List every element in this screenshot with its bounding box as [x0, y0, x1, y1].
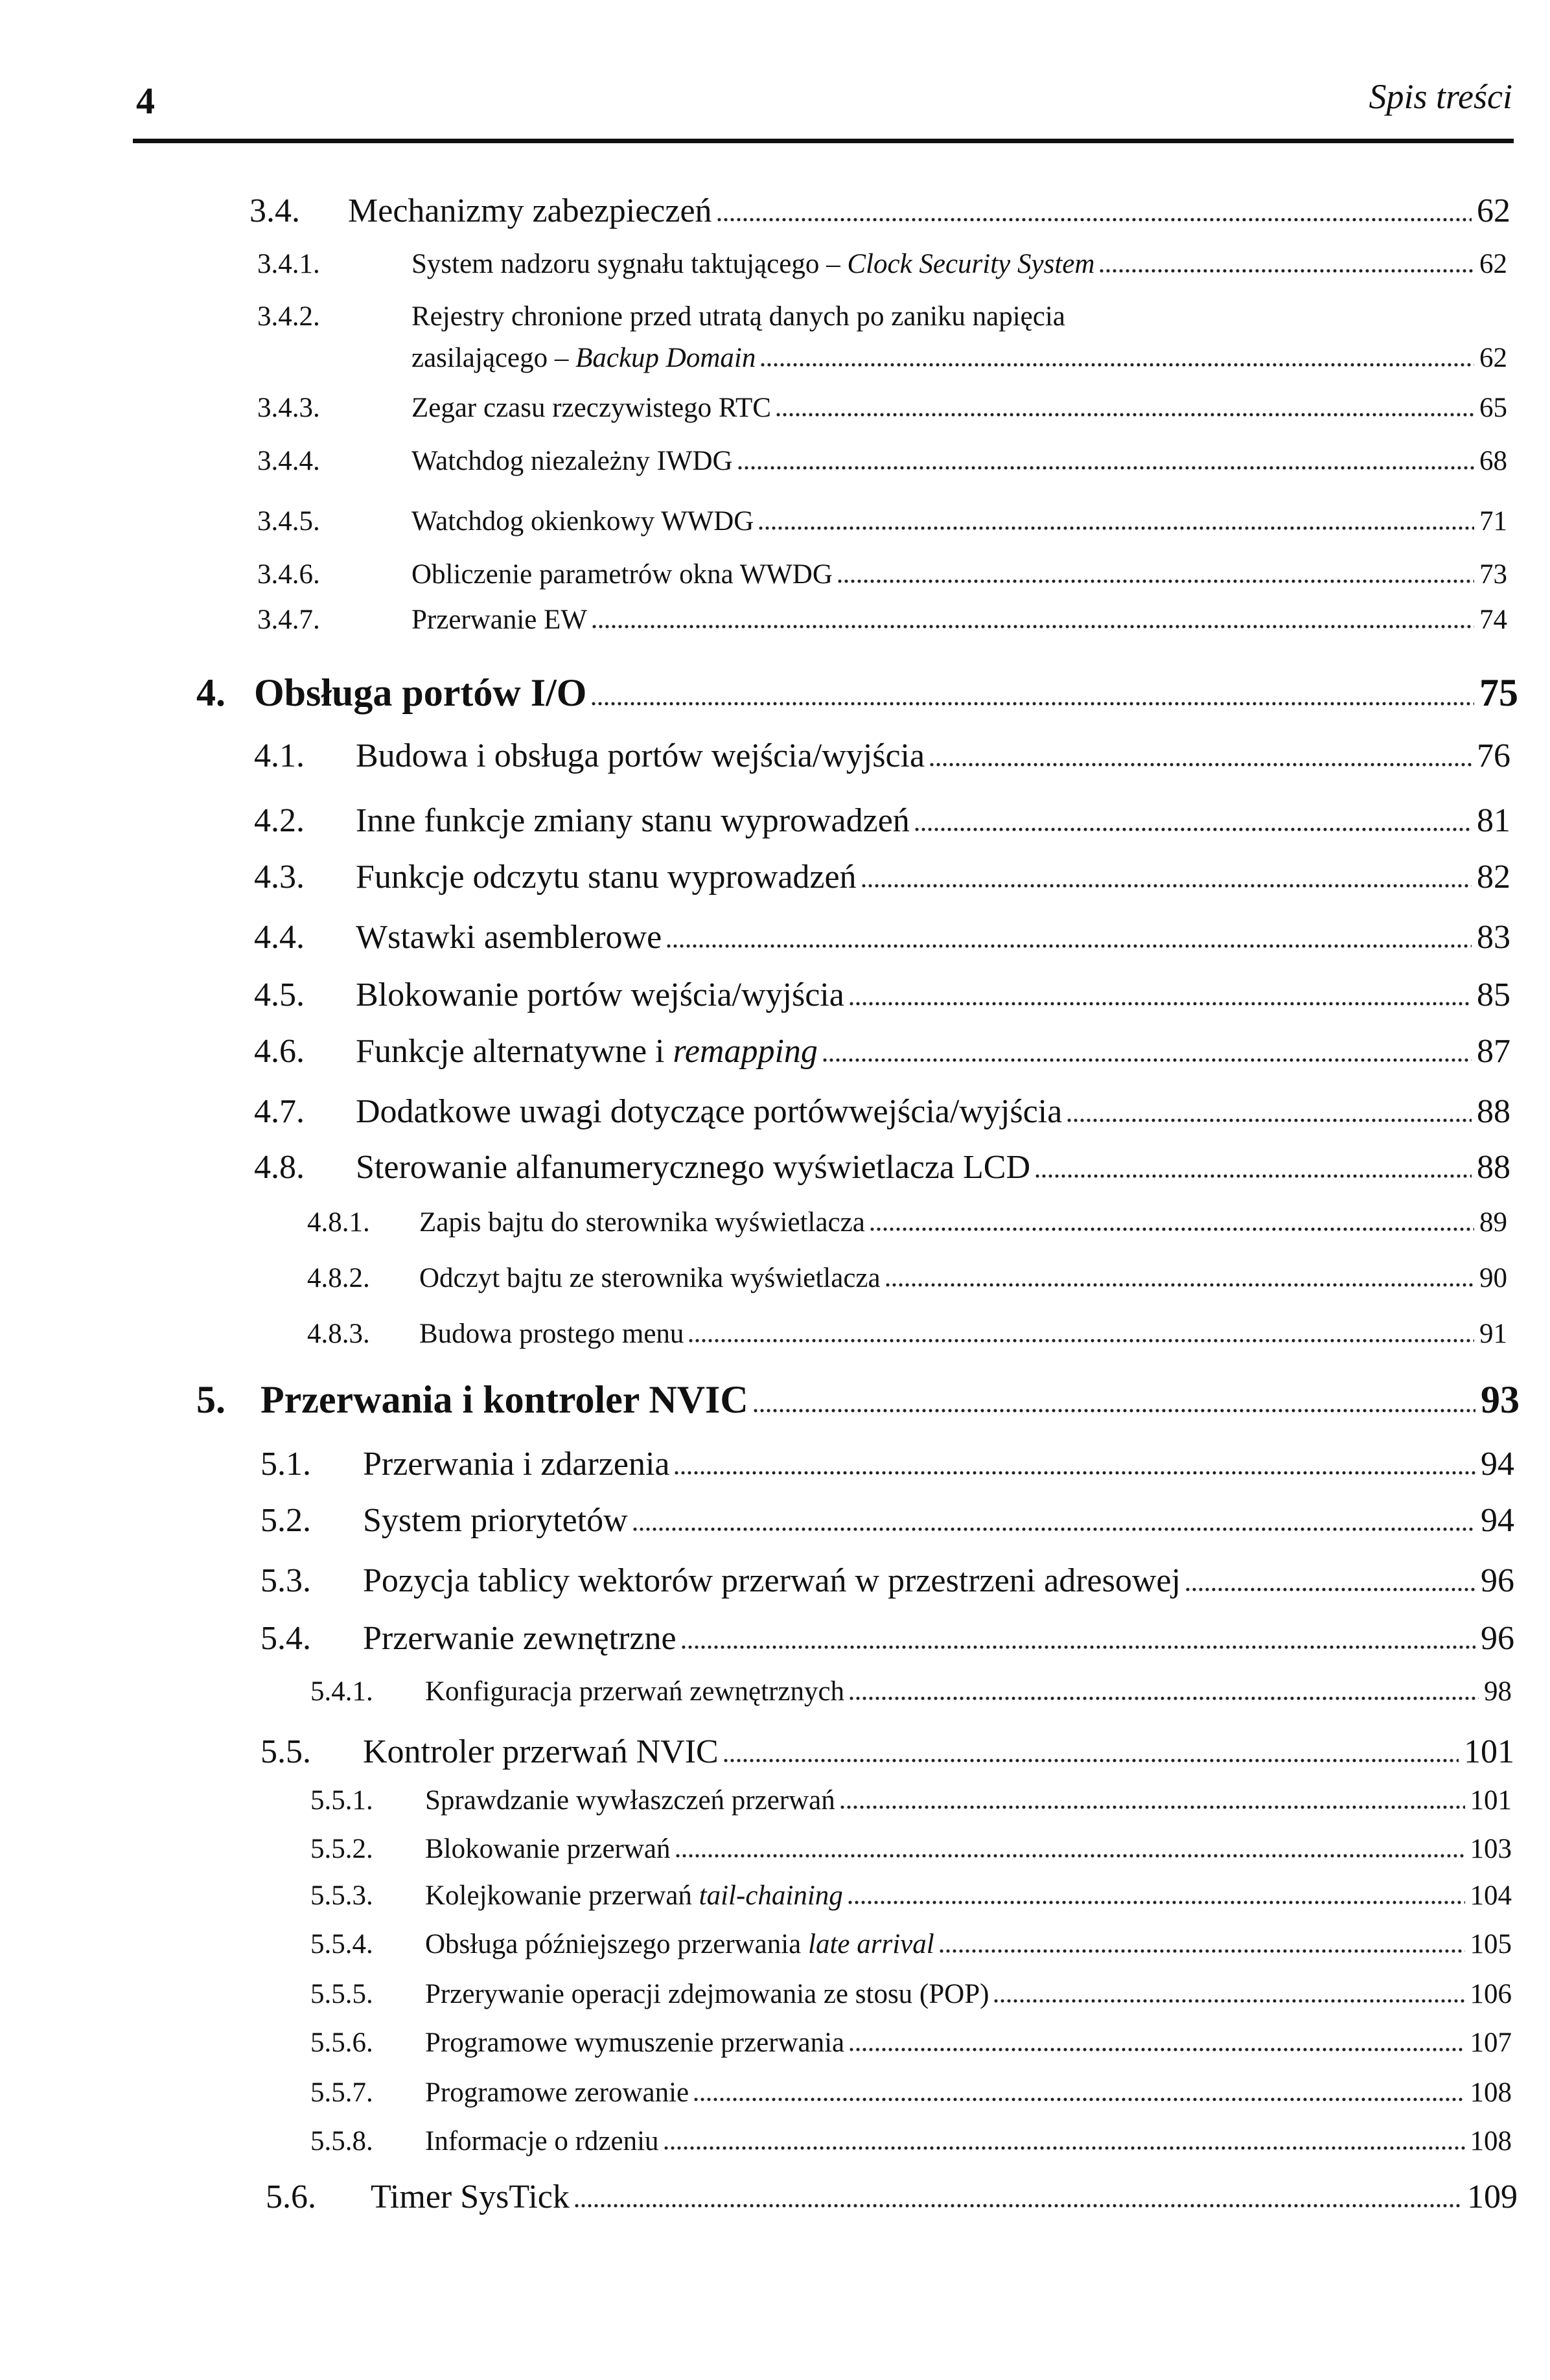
dot-leader: [869, 1227, 1474, 1231]
entry-title: [356, 918, 662, 958]
title-segment: Zegar czasu rzeczywistego RTC: [411, 393, 771, 424]
entry-title: [363, 1501, 628, 1541]
dot-leader: [885, 1283, 1474, 1287]
title-segment: Budowa prostego menu: [419, 1319, 684, 1350]
entry-page: 93: [1481, 1378, 1520, 1421]
title-segment: Przerywanie operacji zdejmowania ze stosu (POP): [425, 1979, 989, 2010]
entry-title: [411, 300, 1065, 334]
entry-number: 4.8.1.: [307, 1207, 370, 1238]
toc-entry[interactable]: [260, 1619, 1514, 1659]
entry-page: 83: [1477, 918, 1510, 956]
toc-entry[interactable]: [307, 1206, 1507, 1240]
entry-page: 62: [1477, 192, 1510, 229]
entry-page: 94: [1481, 1501, 1514, 1539]
entry-number: 3.4.7.: [257, 605, 320, 636]
entry-page: 68: [1479, 446, 1507, 477]
title-segment: Kolejkowanie przerwań: [425, 1880, 699, 1912]
entry-number: 4.8.: [254, 1148, 305, 1186]
entry-title: [425, 2076, 689, 2110]
entry-title: [260, 1376, 748, 1423]
title-segment: Funkcje odczytu stanu wyprowadzeń: [356, 858, 857, 895]
dot-leader: [693, 2097, 1464, 2101]
toc-entry[interactable]: [310, 1978, 1512, 2011]
dot-leader: [759, 363, 1474, 367]
entry-number: 4.6.: [254, 1032, 305, 1070]
toc-entry[interactable]: [310, 1784, 1512, 1818]
dot-leader: [591, 625, 1474, 629]
entry-page: 103: [1470, 1834, 1512, 1865]
entry-page: 85: [1477, 976, 1510, 1013]
entry-number: 5.5.1.: [310, 1785, 373, 1816]
dot-leader: [590, 702, 1474, 706]
toc-entry[interactable]: [310, 2076, 1512, 2110]
toc-entry[interactable]: [254, 736, 1510, 776]
entry-number: 5.: [196, 1378, 226, 1421]
dot-leader: [914, 827, 1472, 831]
dot-leader: [938, 1949, 1465, 1953]
entry-title: [419, 1206, 865, 1240]
toc-entry[interactable]: [310, 1832, 1512, 1866]
toc-entry[interactable]: [254, 975, 1510, 1015]
entry-number: 5.5.4.: [310, 1929, 373, 1960]
dot-leader: [752, 1409, 1475, 1413]
title-segment: Timer SysTick: [371, 2178, 570, 2215]
entry-title: [419, 1262, 881, 1295]
title-segment: Zapis bajtu do sterownika wyświetlacza: [419, 1207, 865, 1238]
entry-title: [411, 505, 754, 538]
entry-page: 109: [1467, 2178, 1518, 2215]
entry-page: 88: [1477, 1148, 1510, 1186]
entry-number: 3.4.2.: [257, 301, 320, 332]
entry-title: [254, 669, 586, 716]
toc-entry[interactable]: [310, 2026, 1512, 2060]
dot-leader: [737, 466, 1474, 470]
entry-number: 5.4.: [260, 1619, 311, 1657]
title-segment: Wstawki asemblerowe: [356, 918, 662, 956]
title-segment: Przerwania i zdarzenia: [363, 1445, 670, 1483]
dot-leader: [1066, 1118, 1472, 1122]
dot-leader: [929, 763, 1472, 767]
title-segment: Watchdog okienkowy WWDG: [411, 506, 754, 537]
entry-page: 107: [1470, 2028, 1512, 2059]
toc-entry[interactable]: [266, 2177, 1518, 2217]
dot-leader: [848, 1696, 1479, 1700]
title-segment: Budowa i obsługa portów wejścia/wyjścia: [356, 737, 925, 774]
entry-title: [425, 1675, 844, 1709]
entry-page: 108: [1470, 2126, 1512, 2157]
dot-leader: [848, 2048, 1464, 2051]
entry-number: 3.4.1.: [257, 249, 320, 280]
title-segment: Obsługa portów I/O: [254, 671, 587, 714]
entry-title: [363, 1561, 1181, 1601]
toc-entry[interactable]: [257, 558, 1507, 592]
entry-page: 62: [1479, 249, 1507, 280]
entry-title: [363, 1444, 669, 1485]
entry-page: 87: [1477, 1032, 1510, 1070]
entry-title: [411, 603, 587, 637]
toc-entry[interactable]: [257, 248, 1507, 281]
toc-entry[interactable]: [254, 1148, 1510, 1188]
toc-entry[interactable]: [310, 2125, 1512, 2158]
entry-title: [363, 1619, 677, 1659]
entry-page: 94: [1481, 1445, 1514, 1483]
dot-leader: [993, 1999, 1464, 2003]
toc-entry[interactable]: [260, 1561, 1514, 1601]
entry-title: [425, 1784, 835, 1818]
entry-page: 96: [1481, 1562, 1514, 1599]
entry-page: 88: [1477, 1092, 1510, 1130]
entry-page: 98: [1484, 1676, 1512, 1707]
entry-title: [425, 1832, 671, 1866]
entry-title: [411, 445, 733, 478]
toc-entry[interactable]: [196, 1376, 1520, 1423]
entry-page: 108: [1470, 2077, 1512, 2108]
toc-entry[interactable]: [249, 191, 1510, 231]
entry-number: 5.5.6.: [310, 2028, 373, 2059]
toc-entry[interactable]: [257, 391, 1507, 425]
entry-title: [425, 2125, 659, 2158]
dot-leader: [1185, 1588, 1475, 1591]
title-segment: Sprawdzanie wywłaszczeń przerwań: [425, 1785, 835, 1816]
title-segment: Inne funkcje zmiany stanu wyprowadzeń: [356, 802, 910, 839]
title-segment: Programowe zerowanie: [425, 2077, 689, 2108]
entry-number: 4.1.: [254, 737, 305, 774]
title-segment: System nadzoru sygnału taktującego –: [411, 249, 848, 280]
entry-number: 5.5.5.: [310, 1979, 373, 2010]
entry-page: 104: [1470, 1880, 1512, 1912]
title-segment: Mechanizmy zabezpieczeń: [348, 192, 712, 229]
entry-number: 3.4.4.: [257, 446, 320, 477]
title-segment: tail-chaining: [699, 1880, 843, 1912]
entry-title: [425, 2026, 844, 2060]
entry-number: 4.8.3.: [307, 1319, 370, 1350]
page-number: 4: [136, 80, 155, 122]
entry-number: 4.3.: [254, 858, 305, 895]
toc-entry[interactable]: [257, 445, 1507, 478]
entry-number: 4.8.2.: [307, 1263, 370, 1294]
title-segment: Konfiguracja przerwań zewnętrznych: [425, 1676, 845, 1707]
entry-number: 3.4.3.: [257, 393, 320, 424]
entry-page: 81: [1477, 802, 1510, 839]
entry-title: [425, 1879, 843, 1913]
entry-number: 5.2.: [260, 1501, 311, 1539]
title-segment: Rejestry chronione przed utratą danych po zaniku napięcia: [411, 301, 1065, 332]
entry-number: 5.1.: [260, 1445, 311, 1483]
title-segment: late arrival: [808, 1929, 934, 1960]
entry-number: 5.4.1.: [310, 1676, 373, 1707]
entry-title: [356, 1032, 818, 1072]
entry-number: 3.4.5.: [257, 506, 320, 537]
toc-entry[interactable]: [260, 1501, 1514, 1541]
entry-title: [411, 248, 1094, 281]
entry-page: 105: [1470, 1929, 1512, 1960]
title-segment: Funkcje alternatywne i: [356, 1032, 673, 1070]
title-segment: Blokowanie portów wejścia/wyjścia: [356, 976, 844, 1013]
entry-number: 4.4.: [254, 918, 305, 956]
dot-leader: [822, 1058, 1472, 1062]
toc-entry[interactable]: [254, 1092, 1510, 1132]
toc-entry[interactable]: [310, 1675, 1512, 1709]
entry-page: 74: [1479, 605, 1507, 636]
title-segment: Przerwanie EW: [411, 605, 587, 636]
dot-leader: [775, 413, 1474, 417]
entry-title: [348, 191, 712, 231]
dot-leader: [1034, 1174, 1472, 1178]
entry-number: 3.4.: [249, 192, 300, 229]
title-segment: Obsługa późniejszego przerwania: [425, 1929, 809, 1960]
toc-entry[interactable]: [254, 1032, 1510, 1072]
title-segment: Informacje o rdzeniu: [425, 2126, 659, 2157]
toc-entry[interactable]: [307, 1317, 1507, 1351]
entry-title: [411, 391, 771, 425]
entry-page: 89: [1479, 1207, 1507, 1238]
dot-leader: [673, 1471, 1475, 1475]
entry-page: 90: [1479, 1263, 1507, 1294]
entry-title: [371, 2177, 570, 2217]
title-segment: Dodatkowe uwagi dotyczące portówwejścia/wyjścia: [356, 1092, 1063, 1130]
entry-page: 76: [1477, 737, 1510, 774]
dot-leader: [716, 218, 1472, 222]
entry-title: [356, 736, 925, 776]
entry-page: 65: [1479, 393, 1507, 424]
title-segment: zasilającego –: [411, 343, 576, 374]
toc-entry[interactable]: [257, 300, 1507, 334]
entry-page: 96: [1481, 1619, 1514, 1657]
entry-title: [411, 558, 833, 592]
title-segment: Obliczenie parametrów okna WWDG: [411, 559, 833, 590]
entry-number: 5.6.: [266, 2178, 316, 2215]
entry-page: 82: [1477, 858, 1510, 895]
title-segment: remapping: [673, 1032, 818, 1070]
entry-page: 101: [1464, 1733, 1514, 1770]
entry-page: 106: [1470, 1979, 1512, 2010]
toc-entry[interactable]: [310, 1879, 1512, 1913]
dot-leader: [847, 1901, 1465, 1904]
dot-leader: [848, 1002, 1472, 1006]
dot-leader: [573, 2204, 1462, 2208]
title-segment: Pozycja tablicy wektorów przerwań w przestrzeni adresowej: [363, 1562, 1181, 1599]
toc-entry[interactable]: [254, 918, 1510, 958]
entry-page: 73: [1479, 559, 1507, 590]
entry-page: 71: [1479, 506, 1507, 537]
toc-entry[interactable]: [307, 1262, 1507, 1295]
entry-title: [411, 341, 756, 375]
entry-number: 4.5.: [254, 976, 305, 1013]
dot-leader: [665, 944, 1472, 948]
entry-number: 5.5.8.: [310, 2126, 373, 2157]
dot-leader: [663, 2146, 1465, 2150]
entry-title: [356, 857, 857, 897]
dot-leader: [839, 1805, 1465, 1809]
title-segment: Blokowanie przerwań: [425, 1834, 671, 1865]
toc-entry[interactable]: [260, 1732, 1514, 1772]
toc-entry[interactable]: [254, 857, 1510, 897]
entry-title: [425, 1928, 934, 1961]
title-segment: Backup Domain: [575, 343, 756, 374]
entry-number: 5.5.: [260, 1733, 311, 1770]
toc-entry[interactable]: [260, 1444, 1514, 1485]
entry-number: 3.4.6.: [257, 559, 320, 590]
dot-leader: [1098, 269, 1474, 273]
entry-page: 75: [1479, 671, 1518, 714]
toc-entry[interactable]: [310, 1928, 1512, 1961]
entry-title: [356, 1092, 1062, 1132]
entry-number: 5.3.: [260, 1562, 311, 1599]
entry-title: [356, 975, 844, 1015]
title-segment: Sterowanie alfanumerycznego wyświetlacza LCD: [356, 1148, 1031, 1186]
dot-leader: [837, 579, 1474, 583]
toc-entry[interactable]: [257, 603, 1507, 637]
header-rule: [133, 139, 1514, 143]
dot-leader: [680, 1645, 1475, 1649]
dot-leader: [723, 1759, 1459, 1762]
toc-entry[interactable]: [411, 341, 1507, 375]
entry-title: [356, 1148, 1030, 1188]
entry-page: 62: [1479, 343, 1507, 374]
entry-title: [356, 801, 910, 841]
entry-number: 4.2.: [254, 802, 305, 839]
entry-title: [419, 1317, 684, 1351]
title-segment: Watchdog niezależny IWDG: [411, 446, 733, 477]
entry-page: 91: [1479, 1319, 1507, 1350]
entry-number: 4.: [196, 671, 226, 714]
title-segment: Przerwanie zewnętrzne: [363, 1619, 677, 1657]
entry-title: [363, 1732, 719, 1772]
dot-leader: [675, 1854, 1465, 1858]
dot-leader: [758, 526, 1474, 530]
entry-number: 5.5.3.: [310, 1880, 373, 1912]
title-segment: System priorytetów: [363, 1501, 628, 1539]
title-segment: Odczyt bajtu ze sterownika wyświetlacza: [419, 1263, 881, 1294]
running-title: Spis treści: [1369, 77, 1512, 116]
title-segment: Kontroler przerwań NVIC: [363, 1733, 719, 1770]
entry-number: 5.5.2.: [310, 1834, 373, 1865]
toc-entry[interactable]: [257, 505, 1507, 538]
toc-entry[interactable]: [254, 801, 1510, 841]
toc-entry[interactable]: [196, 669, 1518, 716]
entry-title: [425, 1978, 989, 2011]
entry-number: 5.5.7.: [310, 2077, 373, 2108]
title-segment: Clock Security System: [847, 249, 1095, 280]
dot-leader: [688, 1339, 1474, 1343]
title-segment: Przerwania i kontroler NVIC: [260, 1378, 748, 1421]
dot-leader: [861, 884, 1472, 888]
dot-leader: [632, 1527, 1475, 1531]
title-segment: Programowe wymuszenie przerwania: [425, 2028, 845, 2059]
entry-number: 4.7.: [254, 1092, 305, 1130]
entry-page: 101: [1470, 1785, 1512, 1816]
